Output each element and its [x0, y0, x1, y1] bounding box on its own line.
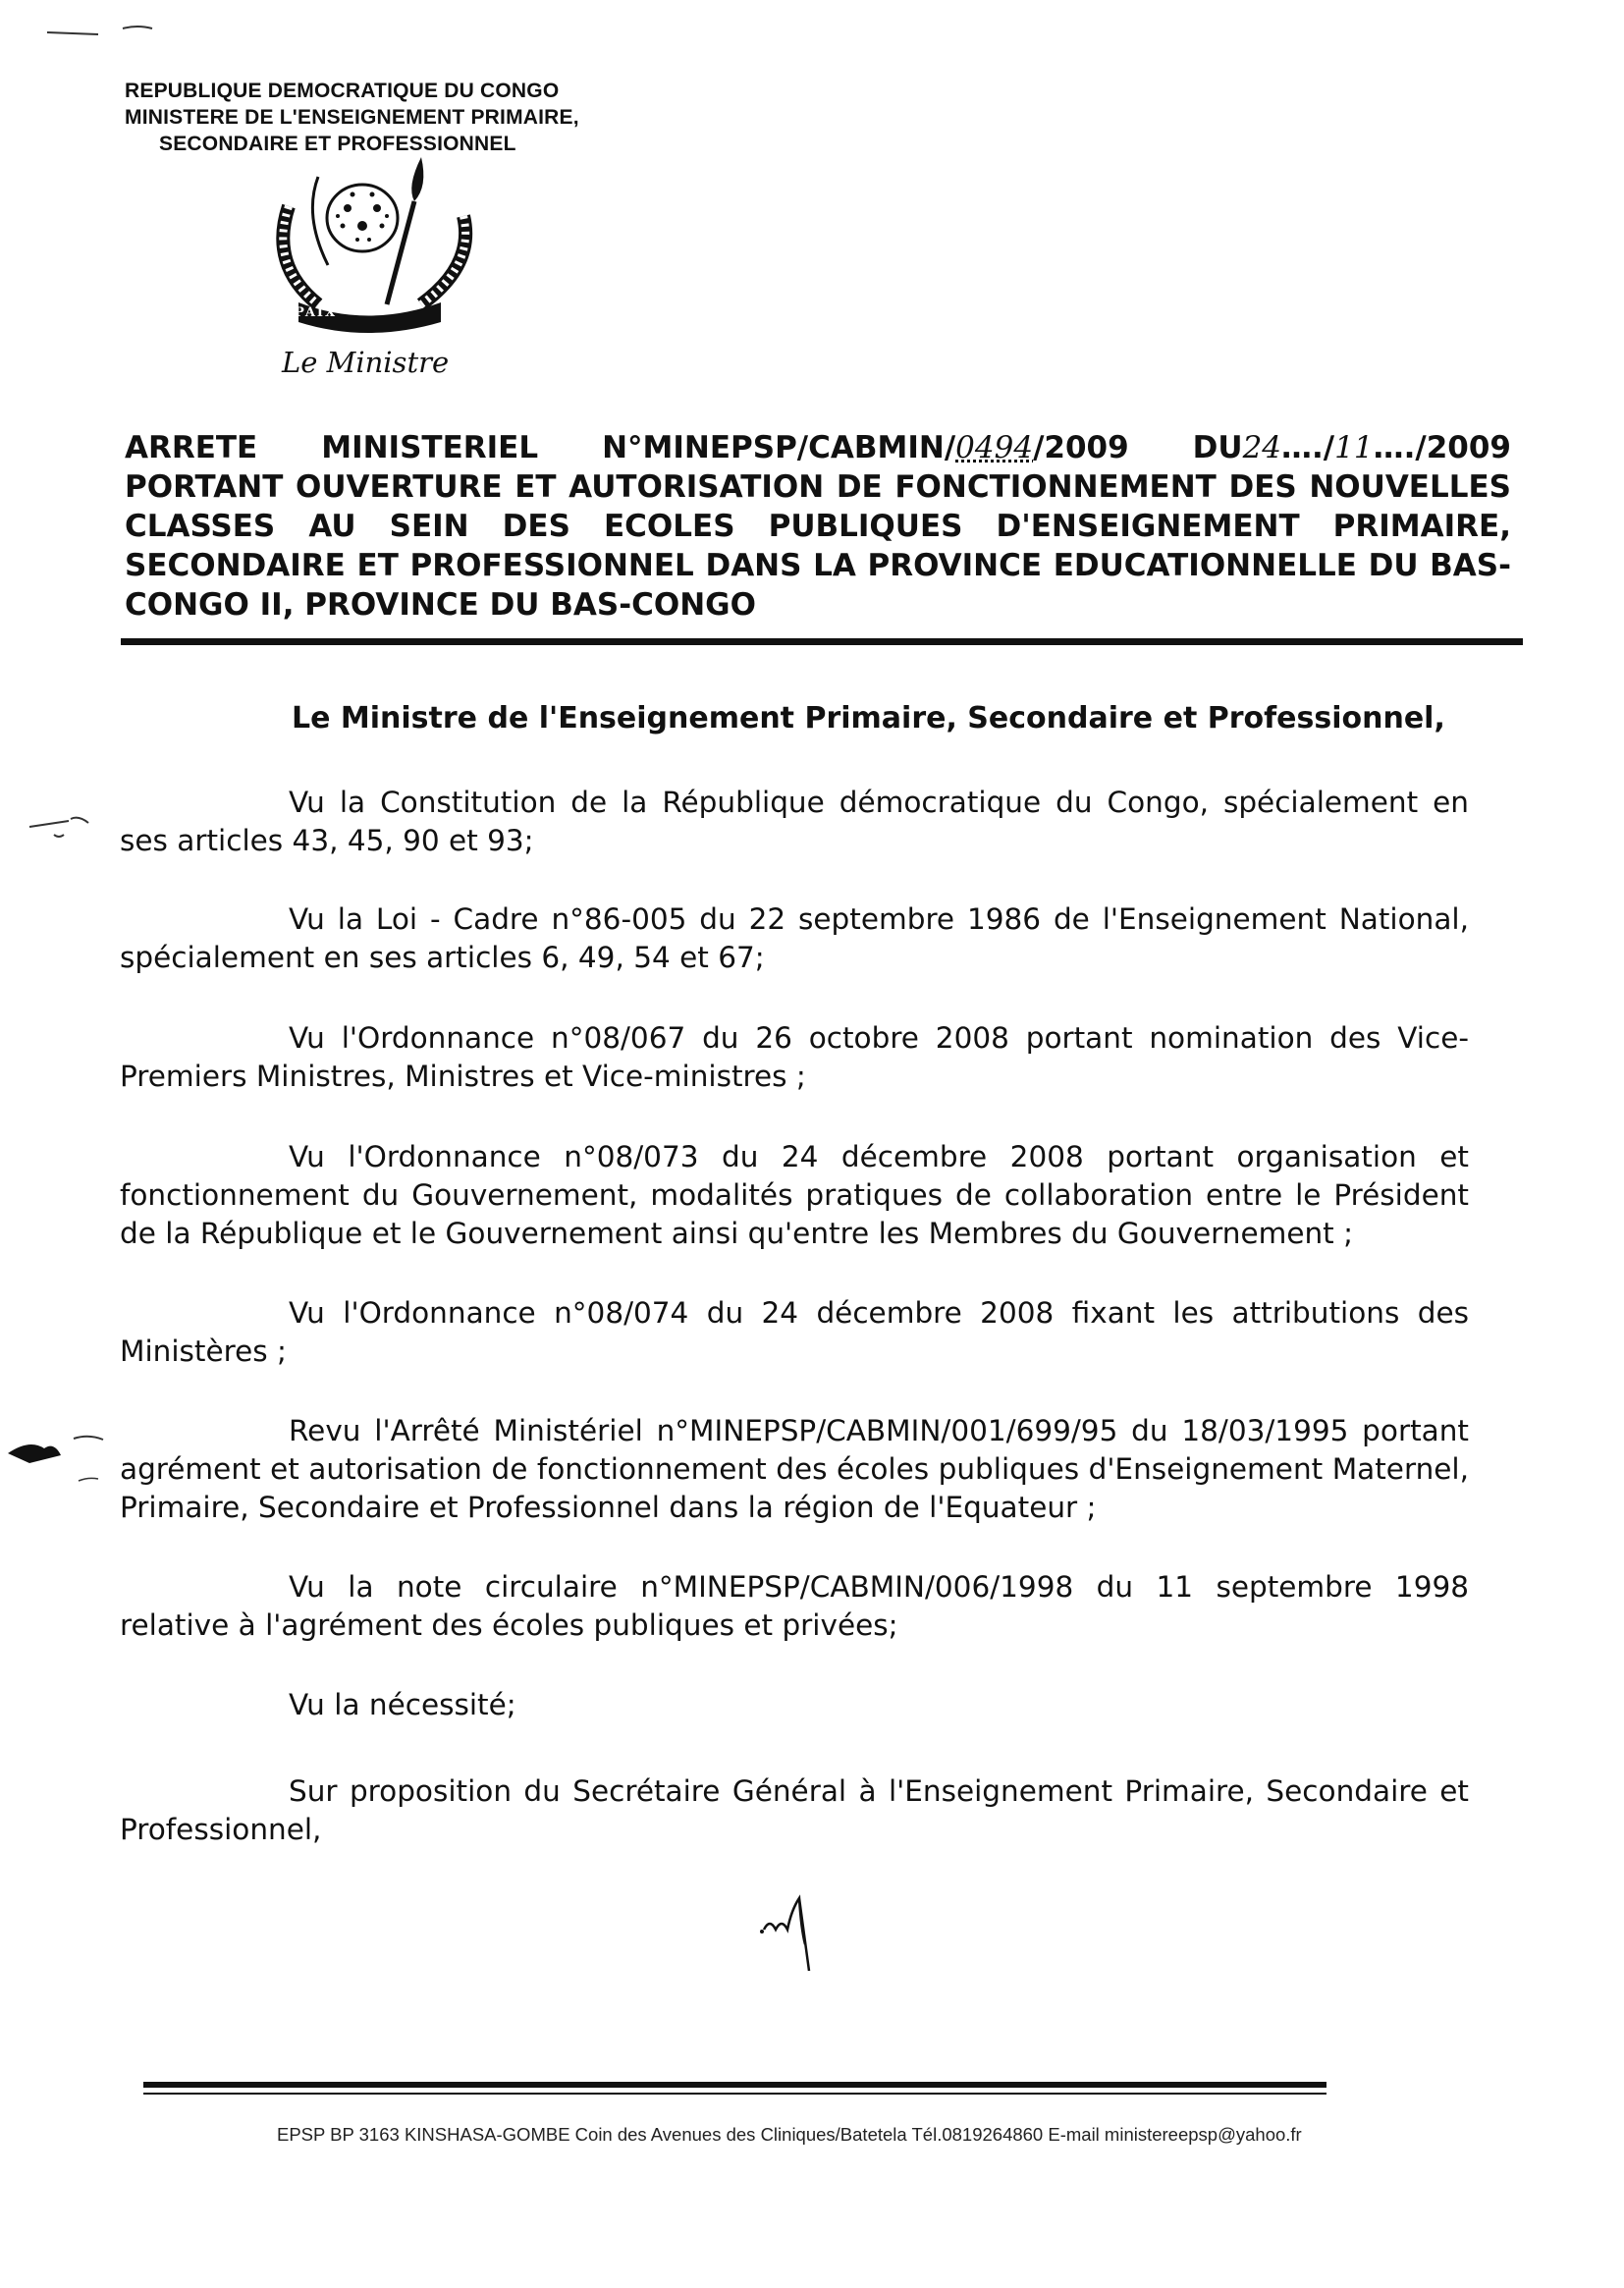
- decree-title-line-1: [125, 428, 1511, 467]
- decree-number: [602, 428, 1129, 467]
- header-ministry-cont: SECONDAIRE ET PROFESSIONNEL: [159, 133, 516, 155]
- footer-divider-thin: [143, 2093, 1326, 2095]
- handwritten-initials: [756, 1890, 835, 1979]
- decree-word-ministeriel: MINISTERIEL: [321, 430, 539, 465]
- paragraph-proposition: [120, 1772, 1469, 1849]
- paragraph-constitution: [120, 784, 1469, 860]
- scan-mark-left-2: [0, 1414, 118, 1483]
- decree-date-prefix: DU: [1192, 430, 1243, 465]
- decree-title-line-4: SECONDAIRE ET PROFESSIONNEL DANS LA PROVINCE EDUCATIONNELLE DU BAS-: [125, 548, 1511, 583]
- decree-number-handwritten: 0494: [955, 430, 1034, 465]
- coat-of-arms-emblem: [249, 157, 485, 354]
- decree-date-sep: …./: [1281, 430, 1335, 465]
- minister-label: Le Ministre: [282, 346, 450, 379]
- decree-date: [1193, 428, 1511, 467]
- emblem-motto: PAIX: [295, 305, 338, 320]
- paragraph-text: Vu la Loi - Cadre n°86-005 du 22 septembre 1986 de l'Enseignement National, spécialement en ses articles 6, 49, 54 et 67;: [120, 902, 1469, 974]
- footer-contact: EPSP BP 3163 KINSHASA-GOMBE Coin des Avenues des Cliniques/Batetela Tél.0819264860 E-mail ministereepsp@yahoo.fr: [277, 2124, 1302, 2145]
- paragraph-text: Vu l'Ordonnance n°08/074 du 24 décembre 2008 fixant les attributions des Ministères ;: [120, 1296, 1469, 1368]
- decree-date-year: …./2009: [1373, 430, 1511, 465]
- paragraph-loi-cadre: [120, 900, 1469, 977]
- paragraph-ordonnance-067: [120, 1019, 1469, 1096]
- decree-title-line-2: PORTANT OUVERTURE ET AUTORISATION DE FONCTIONNEMENT DES NOUVELLES: [125, 469, 1511, 505]
- decree-word-arrete: ARRETE: [125, 430, 258, 465]
- footer-divider-thick: [143, 2082, 1326, 2088]
- scan-mark-left-1: [10, 805, 118, 854]
- paragraph-arrete-revu: [120, 1412, 1469, 1527]
- minister-heading: Le Ministre de l'Enseignement Primaire, Secondaire et Professionnel,: [292, 701, 1445, 735]
- decree-title-line-5: CONGO II, PROVINCE DU BAS-CONGO: [125, 587, 756, 623]
- scan-mark-top: [29, 15, 177, 44]
- paragraph-text: Vu l'Ordonnance n°08/073 du 24 décembre 2008 portant organisation et fonctionnement du Gouvernement, modalités pratiques de collaboration entre le Président de la République et le Gouvernement ainsi qu'entre les Membres du Gouvernement ;: [120, 1140, 1469, 1250]
- paragraph-text: Revu l'Arrêté Ministériel n°MINEPSP/CABMIN/001/699/95 du 18/03/1995 portant agrément et autorisation de fonctionnement des écoles publiques d'Enseignement Maternel, Primaire, Secondaire et Professionnel dans la région de l'Equateur ;: [120, 1414, 1469, 1524]
- paragraph-text: Vu la Constitution de la République démocratique du Congo, spécialement en ses articles 43, 45, 90 et 93;: [120, 786, 1469, 857]
- paragraph-ordonnance-074: [120, 1294, 1469, 1371]
- decree-number-prefix: N°MINEPSP/CABMIN/: [602, 430, 956, 465]
- paragraph-text: Vu la note circulaire n°MINEPSP/CABMIN/006/1998 du 11 septembre 1998 relative à l'agrément des écoles publiques et privées;: [120, 1570, 1469, 1642]
- decree-title-line-3: CLASSES AU SEIN DES ECOLES PUBLIQUES D'ENSEIGNEMENT PRIMAIRE,: [125, 509, 1511, 544]
- title-divider: [121, 638, 1523, 645]
- header-ministry: MINISTERE DE L'ENSEIGNEMENT PRIMAIRE,: [125, 106, 579, 129]
- paragraph-necessite: [120, 1686, 1469, 1724]
- decree-number-year: /2009: [1033, 430, 1129, 465]
- decree-date-day: 24: [1242, 430, 1282, 465]
- header-country: REPUBLIQUE DEMOCRATIQUE DU CONGO: [125, 80, 560, 102]
- paragraph-text: Sur proposition du Secrétaire Général à l'Enseignement Primaire, Secondaire et Professionnel,: [120, 1774, 1469, 1846]
- paragraph-note-circulaire: [120, 1568, 1469, 1645]
- paragraph-text: Vu l'Ordonnance n°08/067 du 26 octobre 2008 portant nomination des Vice-Premiers Ministres, Ministres et Vice-ministres ;: [120, 1021, 1469, 1093]
- paragraph-text: Vu la nécessité;: [289, 1688, 516, 1721]
- paragraph-ordonnance-073: [120, 1138, 1469, 1253]
- decree-date-month: 11: [1334, 430, 1374, 465]
